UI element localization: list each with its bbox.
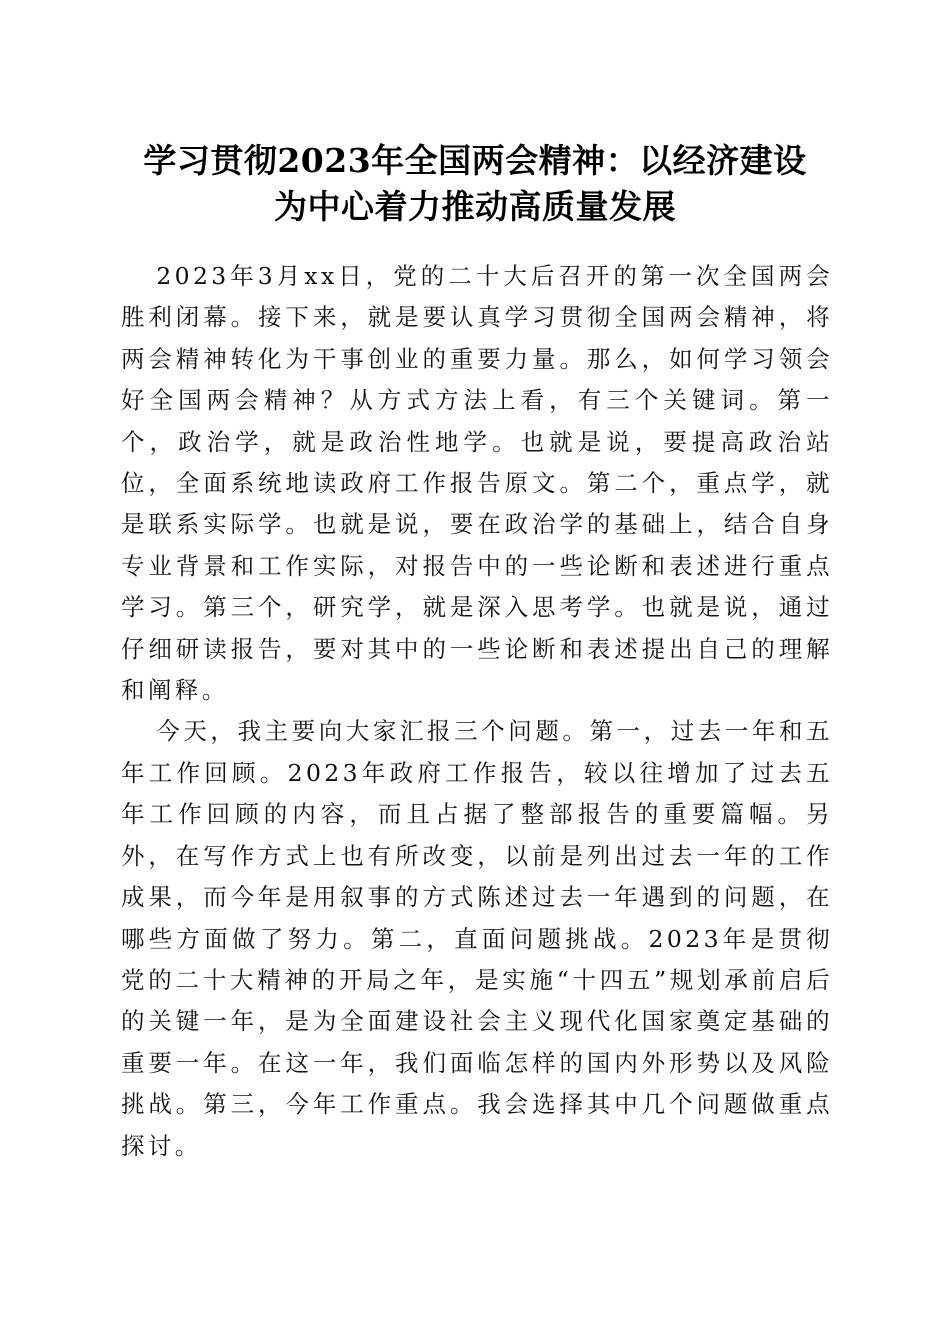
paragraph-1: 2023年3月xx日，党的二十大后召开的第一次全国两会胜利闭幕。接下来，就是要认真学习贯彻全国两会精神，将两会精神转化为干事创业的重要力量。那么，如何学习领会好全国两会精神？从方式方法上看，有三个关键词。第一个，政治学，就是政治性地学。也就是说，要提高政治站位，全面系统地读政府工作报告原文。第二个，重点学，就是联系实际学。也就是说，要在政治学的基础上，结合自身专业背景和工作实际，对报告中的一些论断和表述进行重点学习。第三个，研究学，就是深入思考学。也就是说，通过仔细研读报告，要对其中的一些论断和表述提出自己的理解和阐释。 bbox=[121, 262, 833, 705]
paragraph-2: 今天，我主要向大家汇报三个问题。第一，过去一年和五年工作回顾。2023年政府工作报告，较以往增加了过去五年工作回顾的内容，而且占据了整部报告的重要篇幅。另外，在写作方式上也有所改变，以前是列出过去一年的工作成果，而今年是用叙事的方式陈述过去一年遇到的问题，在哪些方面做了努力。第二，直面问题挑战。2023年是贯彻党的二十大精神的开局之年，是实施“十四五”规划承前启后的关键一年，是为全面建设社会主义现代化国家奠定基础的重要一年。在这一年，我们面临怎样的国内外形势以及风险挑战。第三，今年工作重点。我会选择其中几个问题做重点探讨。 bbox=[121, 717, 833, 1160]
title-line-2: 为中心着力推动高质量发展 bbox=[274, 187, 676, 226]
document-title bbox=[100, 138, 850, 230]
document-body bbox=[121, 256, 833, 1167]
title-line-1: 学习贯彻2023年全国两会精神：以经济建设 bbox=[143, 141, 807, 180]
